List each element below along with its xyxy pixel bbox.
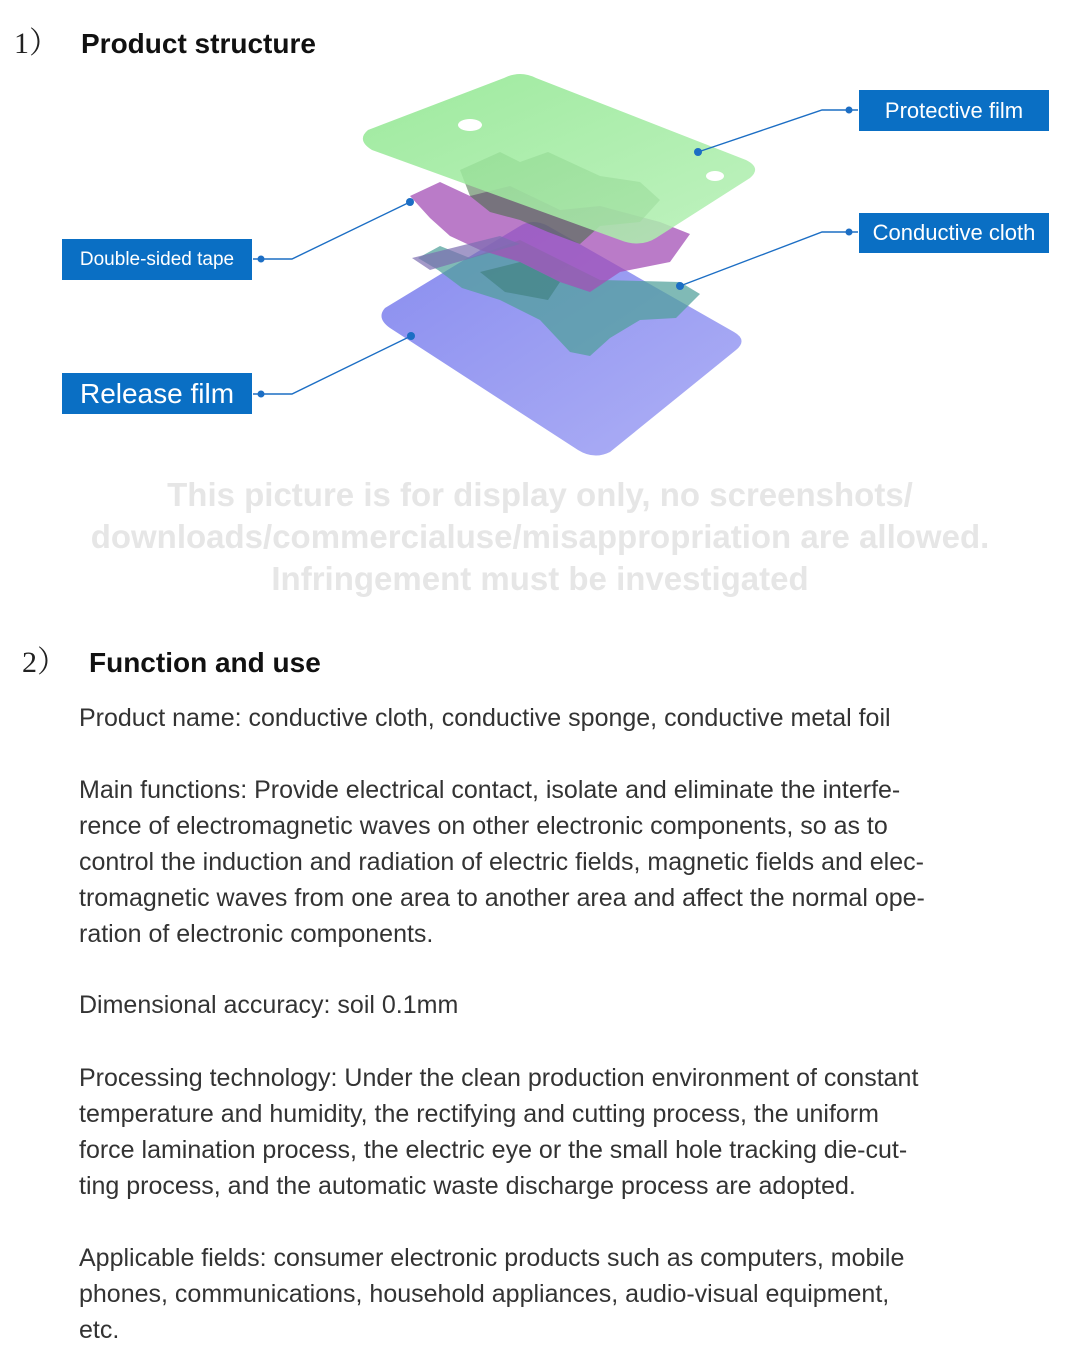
watermark-line: downloads/commercialuse/misappropriation are allowed.: [90, 518, 990, 555]
label-release-film-text: Release film: [79, 377, 235, 409]
paragraph-line: temperature and humidity, the rectifying and cutting process, the uniform: [79, 1100, 879, 1128]
paragraph-line: force lamination process, the electric eye or the small hole tracking die-cut-: [79, 1136, 908, 1164]
paragraph-product-name: [79, 700, 1059, 736]
label-protective-film: [859, 90, 1049, 131]
leader-dot: [258, 256, 265, 263]
leader-dot: [258, 391, 265, 398]
section-2-heading: [22, 637, 321, 681]
paragraph-line: tromagnetic waves from one area to another area and affect the normal ope-: [79, 884, 925, 912]
leader-dot: [407, 332, 415, 340]
watermark-line: This picture is for display only, no screenshots/: [167, 476, 913, 513]
leader-line-protective-film: [698, 110, 858, 152]
label-double-sided-tape: [62, 239, 252, 280]
label-conductive-cloth-text: Conductive cloth: [872, 220, 1036, 245]
label-protective-film-text: Protective film: [884, 97, 1024, 123]
section-1-title: Product structure: [81, 28, 316, 59]
section-1-number: 1）: [14, 27, 59, 60]
paragraph-line: Applicable fields: consumer electronic products such as computers, mobile: [79, 1244, 905, 1272]
leader-dot: [676, 282, 684, 290]
watermark-notice: [0, 474, 1080, 600]
protective-film-hole: [706, 171, 724, 181]
leader-dot: [694, 148, 702, 156]
paragraph-line: phones, communications, household appliances, audio-visual equipment,: [79, 1280, 890, 1308]
paragraph-main-functions: [79, 772, 1059, 952]
leader-line-conductive-cloth: [680, 232, 858, 286]
paragraph-line: rence of electromagnetic waves on other electronic components, so as to: [79, 812, 888, 840]
paragraph-line: Dimensional accuracy: soil 0.1mm: [79, 991, 459, 1019]
paragraph-dimensional-accuracy: [79, 987, 1059, 1023]
paragraph-line: ration of electronic components.: [79, 920, 434, 948]
paragraph-line: ting process, and the automatic waste discharge process are adopted.: [79, 1172, 856, 1200]
leader-line-double-sided-tape: [253, 202, 410, 259]
paragraph-applicable-fields: [79, 1240, 1059, 1348]
paragraph-line: etc.: [79, 1316, 120, 1344]
section-2-title: Function and use: [89, 647, 321, 678]
label-release-film: [62, 373, 252, 414]
label-conductive-cloth: [859, 213, 1049, 253]
paragraph-line: Processing technology: Under the clean production environment of constant: [79, 1064, 919, 1092]
paragraph-line: Product name: conductive cloth, conductive sponge, conductive metal foil: [79, 704, 891, 732]
leader-dot: [406, 198, 414, 206]
leader-dot: [846, 107, 853, 114]
watermark-line: Infringement must be investigated: [271, 560, 809, 597]
paragraph-line: control the induction and radiation of electric fields, magnetic fields and elec-: [79, 848, 924, 876]
label-double-sided-tape-text: Double-sided tape: [79, 248, 235, 270]
paragraph-line: Main functions: Provide electrical contact, isolate and eliminate the interfe-: [79, 776, 901, 804]
paragraph-processing-technology: [79, 1060, 1059, 1204]
section-2-number: 2）: [22, 646, 67, 679]
protective-film-hole: [458, 119, 482, 131]
section-1-heading: [14, 18, 316, 62]
leader-line-release-film: [253, 336, 411, 394]
leader-dot: [846, 229, 853, 236]
